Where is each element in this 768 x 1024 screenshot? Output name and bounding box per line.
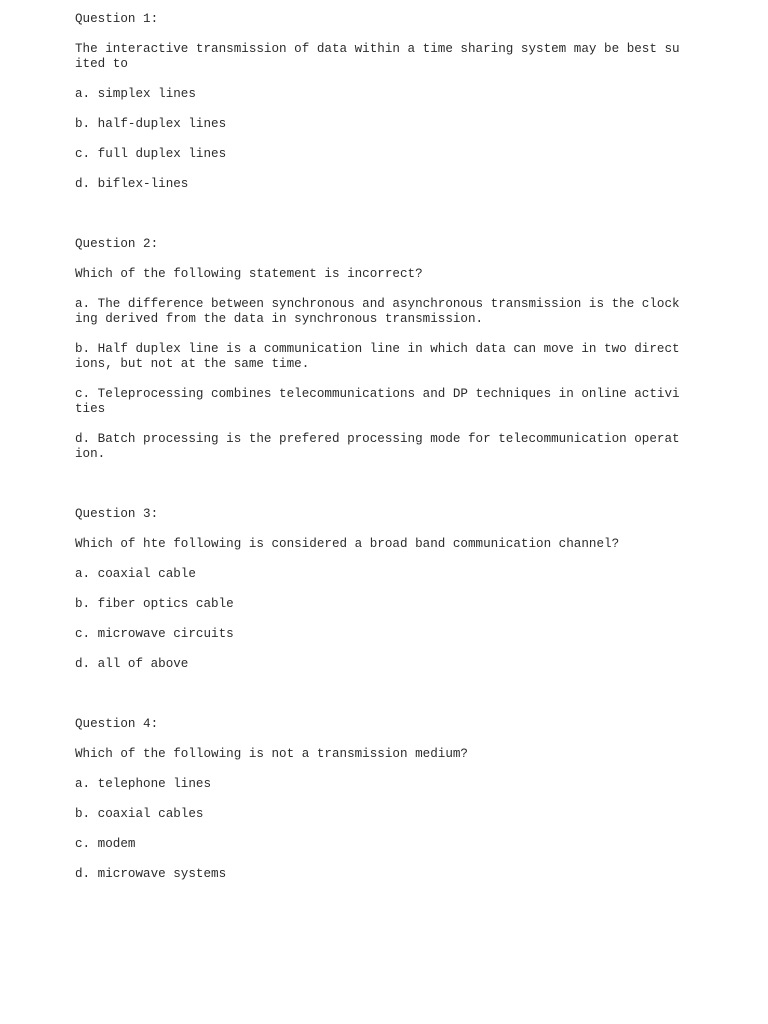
- question-1: [75, 12, 685, 192]
- question-2: [75, 237, 685, 462]
- answer-option-b: b. fiber optics cable: [75, 597, 234, 611]
- question-spacer: [75, 192, 685, 237]
- answer-option-d: d. biflex-lines: [75, 177, 189, 191]
- question-text: Which of the following statement is incorrect?: [75, 267, 423, 281]
- answer-option-c: c. full duplex lines: [75, 147, 227, 161]
- answer-option-b: b. Half duplex line is a communication line in which data can move in two direct ions, but not at the same time.: [75, 342, 680, 371]
- answer-option-d: d. microwave systems: [75, 867, 227, 881]
- answer-option-a: a. coaxial cable: [75, 567, 196, 581]
- question-spacer: [75, 462, 685, 507]
- question-heading: Question 1:: [75, 12, 159, 26]
- answer-option-c: c. modem: [75, 837, 136, 851]
- question-text: The interactive transmission of data within a time sharing system may be best su ited to: [75, 42, 680, 71]
- answer-option-c: c. microwave circuits: [75, 627, 234, 641]
- question-heading: Question 4:: [75, 717, 159, 731]
- question-heading: Question 3:: [75, 507, 159, 521]
- answer-option-b: b. half-duplex lines: [75, 117, 227, 131]
- question-text: Which of the following is not a transmission medium?: [75, 747, 468, 761]
- question-text: Which of hte following is considered a broad band communication channel?: [75, 537, 620, 551]
- answer-option-d: d. all of above: [75, 657, 189, 671]
- question-spacer: [75, 672, 685, 717]
- answer-option-a: a. telephone lines: [75, 777, 212, 791]
- question-4: [75, 717, 685, 882]
- answer-option-d: d. Batch processing is the prefered processing mode for telecommunication operat ion.: [75, 432, 680, 461]
- document-page: [75, 12, 685, 882]
- answer-option-a: a. simplex lines: [75, 87, 196, 101]
- question-heading: Question 2:: [75, 237, 159, 251]
- question-3: [75, 507, 685, 672]
- answer-option-c: c. Teleprocessing combines telecommunications and DP techniques in online activi ties: [75, 387, 680, 416]
- answer-option-a: a. The difference between synchronous and asynchronous transmission is the clock ing derived from the data in synchronous transmission.: [75, 297, 680, 326]
- answer-option-b: b. coaxial cables: [75, 807, 204, 821]
